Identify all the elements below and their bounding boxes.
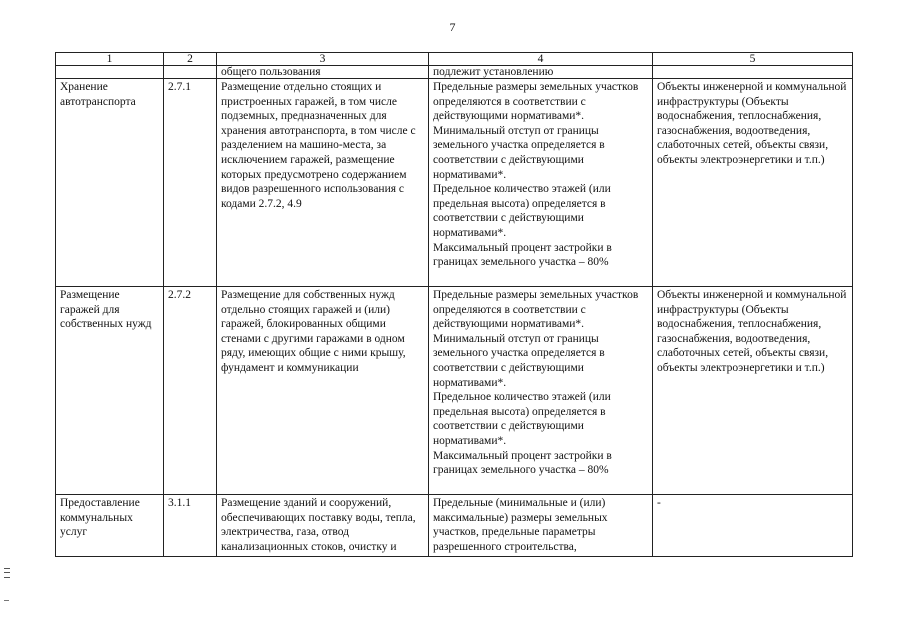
use-name-cell: Хранение автотранспорта xyxy=(56,79,164,287)
use-code-cell: 2.7.1 xyxy=(164,79,217,287)
column-header-3: 3 xyxy=(217,53,429,66)
table-row xyxy=(56,79,853,287)
use-description-cell xyxy=(217,495,429,557)
continuation-row xyxy=(56,66,853,79)
use-code-cell xyxy=(164,495,217,557)
use-name-cell xyxy=(56,495,164,557)
use-description-cell: Размещение для собственных нужд отдельно стоящих гаражей и (или) гаражей, блокированных общими стенами с другими гаражами в одном ряду, имеющих общие с ними крышу, фундамент и коммуникации xyxy=(217,287,429,495)
auxiliary-objects-text: - xyxy=(657,497,661,509)
continuation-cell-4: подлежит установлению xyxy=(429,66,653,79)
parameters-cell: Предельные размеры земельных участков определяются в соответствии с действующими нормативами*. Минимальный отступ от границы земельного участка определяется в соответствии с действующими нормативами*. Предельное количество этажей (или предельная высота) определяется в соответствии с действующими нормативами*. Максимальный процент застройки в границах земельного участка – 80% xyxy=(429,287,653,495)
column-header-4: 4 xyxy=(429,53,653,66)
parameters-text: Предельные (минимальные и (или) максимальные) размеры земельных участков, предельные параметры разрешенного строительства, xyxy=(433,497,608,553)
binding-edge-tick xyxy=(4,600,9,601)
use-code-cell: 2.7.2 xyxy=(164,287,217,495)
column-header-1: 1 xyxy=(56,53,164,66)
table-row xyxy=(56,495,853,557)
auxiliary-objects-cell xyxy=(653,495,853,557)
auxiliary-objects-cell: Объекты инженерной и коммунальной инфраструктуры (Объекты водоснабжения, теплоснабжения, газоснабжения, водоотведения, слаботочных сетей, объекты связи, объекты электроэнергетики и т.п.) xyxy=(653,79,853,287)
use-description-text: Размещение зданий и сооружений, обеспечивающих поставку воды, тепла, электричества, газа, отвод канализационных стоков, очистку и xyxy=(221,497,416,553)
parameters-cell xyxy=(429,495,653,557)
continuation-cell-5 xyxy=(653,66,853,79)
land-use-table xyxy=(55,52,853,557)
continuation-cell-3: общего пользования xyxy=(217,66,429,79)
use-code-text: 3.1.1 xyxy=(168,497,191,509)
continuation-cell-2 xyxy=(164,66,217,79)
use-name-cell: Размещение гаражей для собственных нужд xyxy=(56,287,164,495)
use-description-cell: Размещение отдельно стоящих и пристроенных гаражей, в том числе подземных, предназначенных для хранения автотранспорта, в том числе с разделением на машино-места, за исключением гаражей, размещение которых предусмотрено содержанием видов разрешенного использования с кодами 2.7.2, 4.9 xyxy=(217,79,429,287)
use-name-text: Предоставление коммунальных услуг xyxy=(60,497,140,539)
page-number: 7 xyxy=(449,20,456,34)
table-row xyxy=(56,287,853,495)
column-header-2: 2 xyxy=(164,53,217,66)
continuation-cell-1 xyxy=(56,66,164,79)
table-header-row xyxy=(56,53,853,66)
column-header-5: 5 xyxy=(653,53,853,66)
binding-edge-mark xyxy=(4,568,10,578)
parameters-cell: Предельные размеры земельных участков определяются в соответствии с действующими нормативами*. Минимальный отступ от границы земельного участка определяется в соответствии с действующими нормативами*. Предельное количество этажей (или предельная высота) определяется в соответствии с действующими нормативами*. Максимальный процент застройки в границах земельного участка – 80% xyxy=(429,79,653,287)
auxiliary-objects-cell: Объекты инженерной и коммунальной инфраструктуры (Объекты водоснабжения, теплоснабжения, газоснабжения, водоотведения, слаботочных сетей, объекты связи, объекты электроэнергетики и т.п.) xyxy=(653,287,853,495)
